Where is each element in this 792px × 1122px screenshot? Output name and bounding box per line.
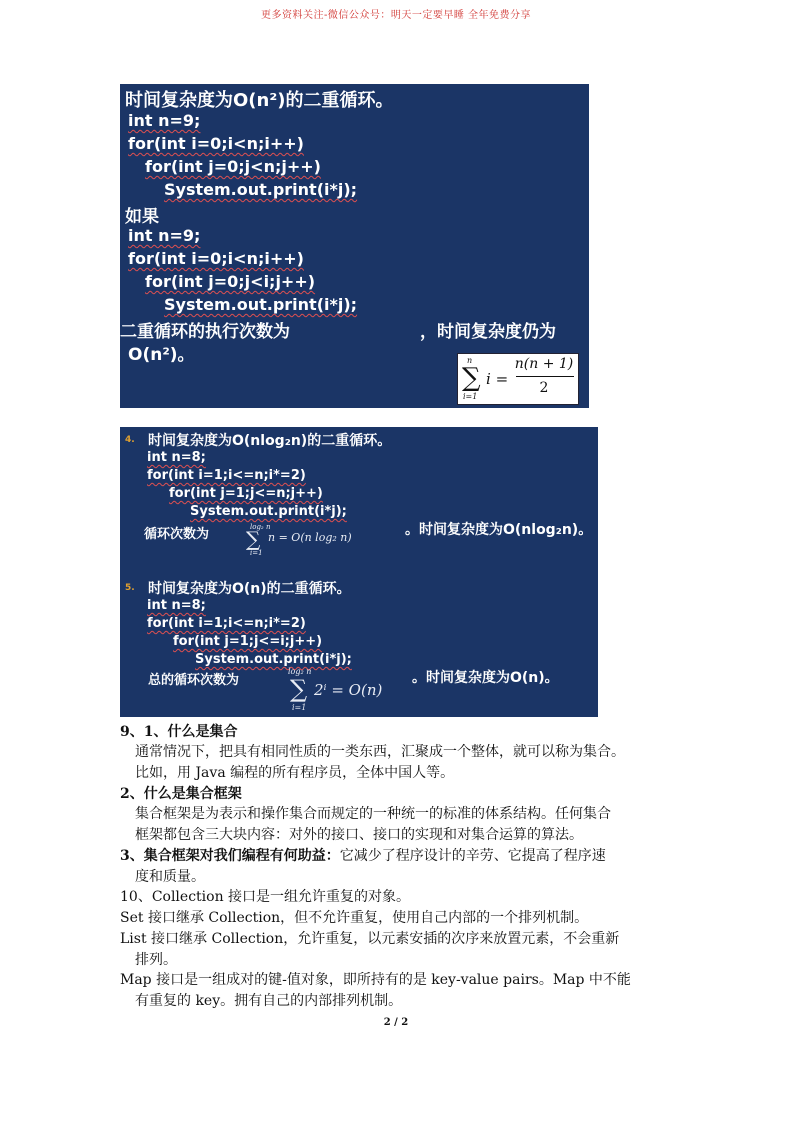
item4-count-label: 循环次数为 xyxy=(144,527,210,542)
formula-upper-limit: log₂ n xyxy=(250,523,271,531)
item5-formula xyxy=(288,667,408,715)
section-heading: 9、1、什么是集合 xyxy=(120,724,238,740)
paragraph-line: List 接口继承 Collection，允许重复，以元素安插的次序来放置元素，不会重新 xyxy=(120,931,620,947)
paragraph-text: 它减少了程序设计的辛劳、它提高了程序速 xyxy=(339,848,606,864)
paragraph-line xyxy=(120,845,606,865)
paragraph-line: 有重复的 key。拥有自己的内部排列机制。 xyxy=(135,993,403,1009)
code-line: int n=8; xyxy=(147,598,206,613)
summary-left: 二重循环的执行次数为 xyxy=(120,322,290,342)
formula-lower-limit: i=1 xyxy=(250,549,263,557)
slide-log-loops xyxy=(120,427,598,717)
code-line: System.out.print(i*j); xyxy=(164,180,358,199)
paragraph-line: 集合框架是为表示和操作集合而规定的一种统一的标准的体系结构。任何集合 xyxy=(135,806,611,822)
section-heading: 2、什么是集合框架 xyxy=(120,786,242,802)
formula-numerator: n(n + 1) xyxy=(514,356,574,372)
paragraph-line: 10、Collection 接口是一组允许重复的对象。 xyxy=(120,889,411,905)
code-line: for(int i=1;i<=n;i*=2) xyxy=(147,468,306,483)
item4-title: 时间复杂度为O(nlog₂n)的二重循环。 xyxy=(148,433,392,449)
code-line: int n=8; xyxy=(147,450,206,465)
sigma-symbol: ∑ xyxy=(290,675,308,703)
formula-body: n = O(n log₂ n) xyxy=(268,531,352,544)
code-line: for(int j=1;j<=i;j++) xyxy=(173,634,323,649)
formula-denominator: 2 xyxy=(539,380,549,396)
sigma-symbol: ∑ xyxy=(246,527,261,551)
item4-formula xyxy=(244,523,404,557)
item5-title: 时间复杂度为O(n)的二重循环。 xyxy=(148,581,351,597)
sum-formula xyxy=(457,353,579,405)
item-number: 4. xyxy=(125,435,135,445)
paragraph-line: 比如，用 Java 编程的所有程序员，全体中国人等。 xyxy=(135,765,455,781)
formula-upper-limit: log₂ n xyxy=(288,667,312,676)
paragraph-line: 框架都包含三大块内容：对外的接口、接口的实现和对集合运算的算法。 xyxy=(135,827,583,843)
paragraph-line: 度和质量。 xyxy=(135,869,205,885)
code-line: for(int j=0;j<i;j++) xyxy=(145,272,316,291)
summary-end: O(n²)。 xyxy=(128,345,195,365)
item-number: 5. xyxy=(125,583,135,593)
item5-result: 。时间复杂度为O(n)。 xyxy=(412,670,559,686)
formula-lower-limit: i=1 xyxy=(463,392,478,401)
code-line: for(int j=1;j<=n;j++) xyxy=(169,486,323,501)
formula-upper-limit: n xyxy=(467,356,473,365)
paragraph-line: 排列。 xyxy=(135,952,177,968)
code-line: System.out.print(i*j); xyxy=(190,504,347,519)
item4-result: 。时间复杂度为O(nlog₂n)。 xyxy=(405,522,593,538)
formula-lower-limit: i=1 xyxy=(292,703,307,712)
code-line: for(int j=0;j<n;j++) xyxy=(145,157,321,176)
code-line: System.out.print(i*j); xyxy=(164,295,358,314)
item5-count-label: 总的循环次数为 xyxy=(148,673,240,688)
paragraph-line: 通常情况下，把具有相同性质的一类东西，汇聚成一个整体，就可以称为集合。 xyxy=(135,744,625,760)
sigma-symbol: ∑ xyxy=(462,363,481,393)
code-line: for(int i=0;i<n;i++) xyxy=(128,134,304,153)
code-line: int n=9; xyxy=(128,111,201,130)
summary-right: ，时间复杂度仍为 xyxy=(420,322,556,342)
code-line: System.out.print(i*j); xyxy=(195,652,352,667)
if-label: 如果 xyxy=(125,207,159,227)
code-line: for(int i=1;i<=n;i*=2) xyxy=(147,616,306,631)
paragraph-line: Map 接口是一组成对的键-值对象，即所持有的是 key-value pairs。Map 中不能 xyxy=(120,972,631,988)
slide-quadratic-loop xyxy=(120,84,589,408)
formula-body: 2ⁱ = O(n) xyxy=(314,681,383,699)
section-heading: 3、集合框架对我们编程有何助益： xyxy=(120,848,340,864)
slide1-title: 时间复杂度为O(n²)的二重循环。 xyxy=(125,90,394,111)
code-line: for(int i=0;i<n;i++) xyxy=(128,249,304,268)
paragraph-line: Set 接口继承 Collection，但不允许重复，使用自己内部的一个排列机制。 xyxy=(120,910,589,926)
page-number: 2 / 2 xyxy=(383,1017,409,1028)
formula-body: i = xyxy=(486,370,509,388)
header-notice: 更多资料关注-微信公众号：明天一定要早睡 全年免费分享 xyxy=(260,10,532,21)
code-line: int n=9; xyxy=(128,226,201,245)
